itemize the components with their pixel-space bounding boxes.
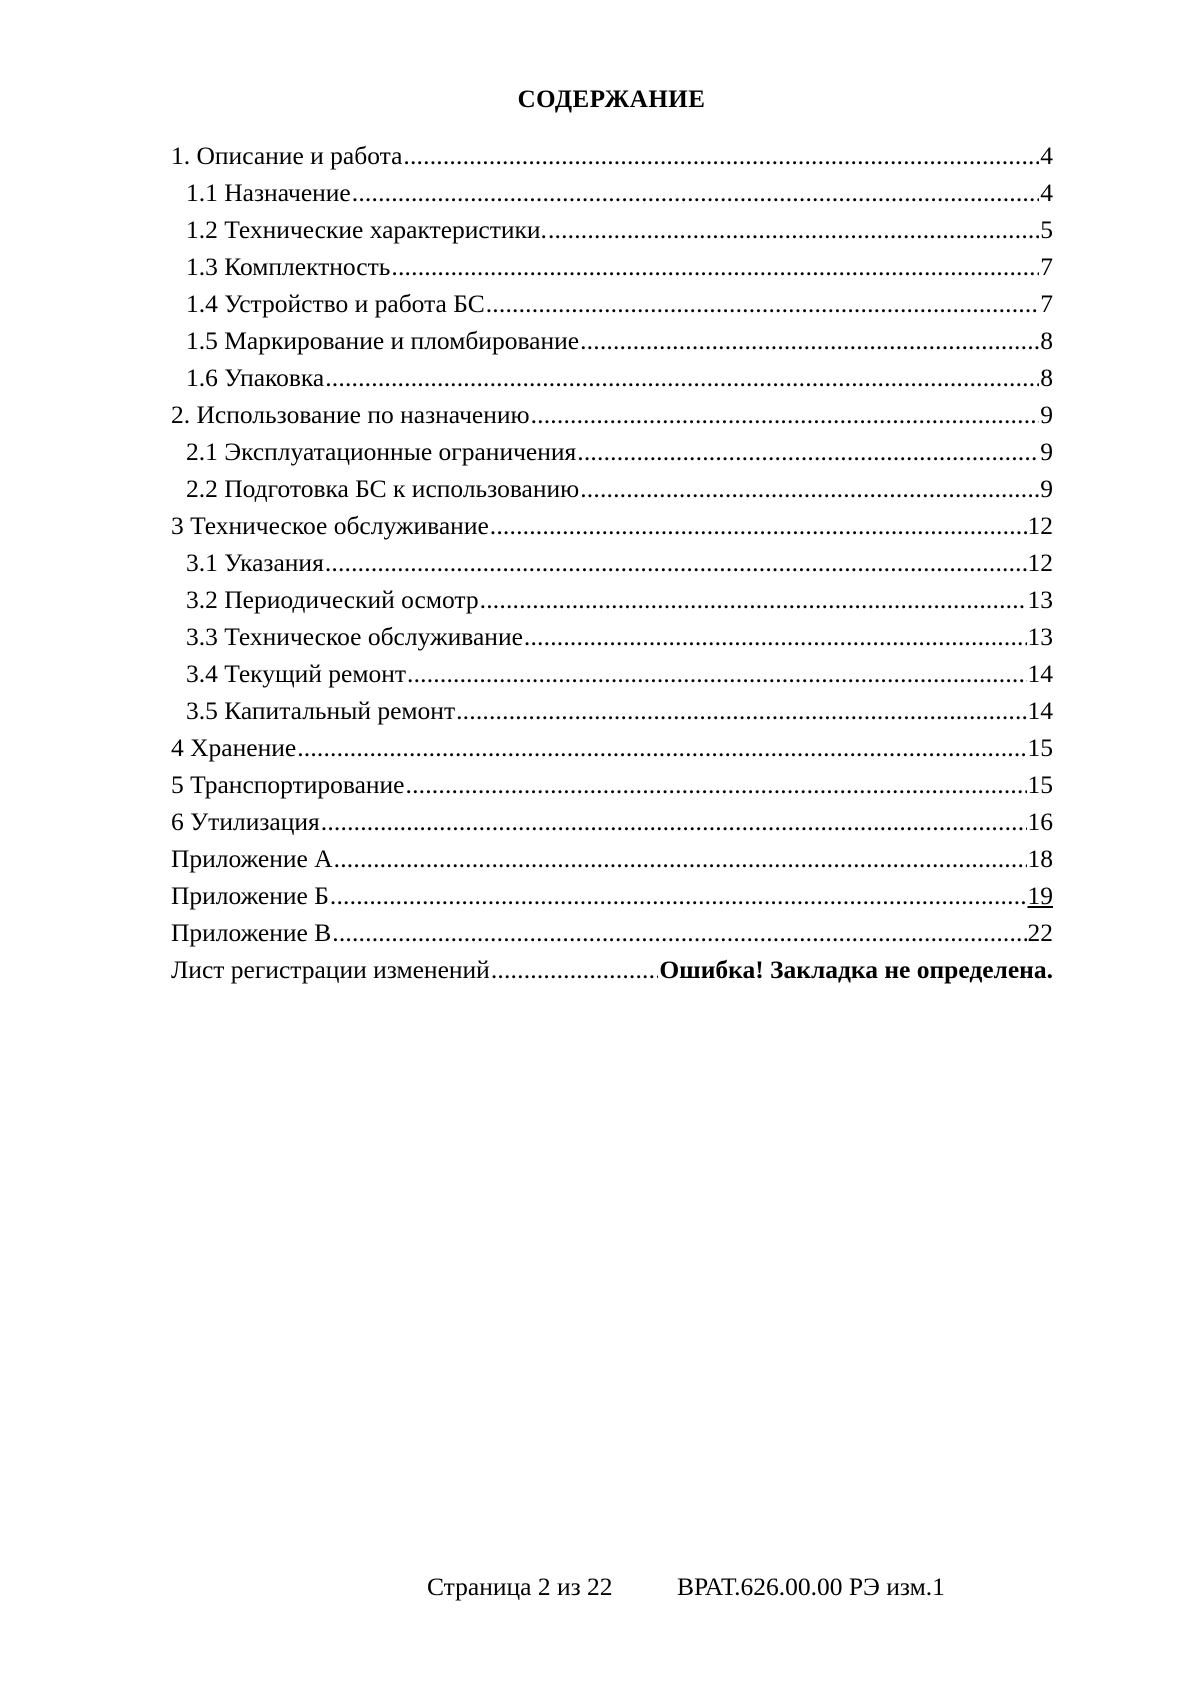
toc-dot-leader (297, 729, 1026, 766)
toc-entry-error-text: Ошибка! Закладка не определена. (659, 955, 1053, 984)
toc-dot-leader (407, 655, 1027, 692)
toc-entry-page: 9 (1040, 437, 1053, 466)
page-title: СОДЕРЖАНИЕ (517, 86, 706, 113)
toc-entry[interactable] (171, 507, 1053, 544)
toc-entry[interactable] (171, 951, 1053, 988)
toc-dot-leader (321, 803, 1027, 840)
toc-entry[interactable] (171, 433, 1053, 470)
page-footer (427, 1572, 945, 1602)
toc-dot-leader (330, 877, 1027, 914)
toc-entry-page: 12 (1027, 548, 1053, 577)
toc-dot-leader (486, 285, 1040, 322)
table-of-contents (171, 137, 1053, 988)
toc-entry-page: 14 (1027, 659, 1053, 688)
toc-dot-leader (491, 951, 659, 988)
toc-entry[interactable] (171, 729, 1053, 766)
toc-entry[interactable] (171, 692, 1053, 729)
toc-dot-leader (456, 692, 1026, 729)
toc-entry-label: 1.6 Упаковка (186, 363, 325, 392)
toc-dot-leader (352, 174, 1039, 211)
toc-entry-page: 15 (1027, 770, 1053, 799)
toc-entry-label: Приложение А (171, 844, 333, 873)
toc-entry-label: 3.3 Техническое обслуживание (186, 622, 523, 651)
toc-entry-page: 13 (1027, 585, 1053, 614)
toc-entry[interactable] (171, 655, 1053, 692)
toc-entry-label: Лист регистрации изменений (171, 955, 490, 984)
toc-entry-page: 8 (1040, 326, 1053, 355)
toc-entry-page-link[interactable]: 19 (1027, 881, 1053, 910)
toc-dot-leader (548, 211, 1039, 248)
toc-entry-label: Приложение Б (171, 881, 329, 910)
toc-entry[interactable] (171, 285, 1053, 322)
toc-dot-leader (531, 396, 1040, 433)
toc-entry[interactable] (171, 396, 1053, 433)
toc-entry-label: 6 Утилизация (171, 807, 320, 836)
toc-entry-page: 14 (1027, 696, 1053, 725)
toc-entry-label: 1.5 Маркирование и пломбирование (186, 326, 580, 355)
toc-entry-label: 3.2 Периодический осмотр (186, 585, 479, 614)
toc-entry-page: 4 (1040, 141, 1053, 170)
toc-entry[interactable] (171, 470, 1053, 507)
toc-entry-label: 2.2 Подготовка БС к использованию (186, 474, 580, 503)
toc-dot-leader (403, 137, 1039, 174)
toc-dot-leader (391, 248, 1039, 285)
toc-entry[interactable] (171, 211, 1053, 248)
toc-dot-leader (577, 433, 1039, 470)
toc-dot-leader (406, 766, 1027, 803)
toc-entry-page: 8 (1040, 363, 1053, 392)
toc-entry-label: 2. Использование по назначению (171, 400, 530, 429)
toc-dot-leader (334, 840, 1027, 877)
toc-entry[interactable] (171, 914, 1053, 951)
toc-entry[interactable] (171, 840, 1053, 877)
toc-entry-label: 3.1 Указания (186, 548, 324, 577)
toc-dot-leader (524, 618, 1027, 655)
toc-entry-page: 9 (1040, 474, 1053, 503)
toc-dot-leader (332, 914, 1026, 951)
toc-entry-page: 15 (1027, 733, 1053, 762)
toc-entry-label: 1.3 Комплектность (186, 252, 391, 281)
toc-entry-label: 4 Хранение (171, 733, 297, 762)
toc-entry-label: 5 Транспортирование (171, 770, 405, 799)
toc-dot-leader (325, 359, 1039, 396)
toc-entry-page: 4 (1040, 178, 1053, 207)
toc-entry-page: 16 (1027, 807, 1053, 836)
toc-entry[interactable] (171, 544, 1053, 581)
toc-entry[interactable] (171, 137, 1053, 174)
toc-entry-page: 12 (1027, 511, 1053, 540)
toc-entry[interactable] (171, 766, 1053, 803)
toc-entry-label: 3 Техническое обслуживание (171, 511, 489, 540)
toc-entry[interactable] (171, 581, 1053, 618)
toc-entry-label: 2.1 Эксплуатационные ограничения (186, 437, 577, 466)
toc-entry-page: 7 (1040, 252, 1053, 281)
toc-dot-leader (490, 507, 1027, 544)
toc-dot-leader (580, 470, 1039, 507)
toc-entry-label: 1.4 Устройство и работа БС (186, 289, 485, 318)
toc-entry-label: 1. Описание и работа (171, 141, 403, 170)
toc-entry[interactable] (171, 359, 1053, 396)
toc-entry[interactable] (171, 248, 1053, 285)
toc-entry[interactable] (171, 618, 1053, 655)
toc-entry-page: 5 (1040, 215, 1053, 244)
document-code: ВРАТ.626.00.00 РЭ изм.1 (676, 1572, 945, 1601)
toc-entry[interactable] (171, 174, 1053, 211)
toc-dot-leader (580, 322, 1039, 359)
toc-entry[interactable] (171, 803, 1053, 840)
page-number-info: Страница 2 из 22 (427, 1572, 613, 1601)
toc-entry-page: 22 (1027, 918, 1053, 947)
toc-entry[interactable] (171, 322, 1053, 359)
toc-dot-leader (325, 544, 1027, 581)
toc-entry-page: 7 (1040, 289, 1053, 318)
toc-entry-label: 1.1 Назначение (186, 178, 351, 207)
toc-entry-page: 18 (1027, 844, 1053, 873)
toc-entry-label: 1.2 Технические характеристики. (186, 215, 547, 244)
toc-entry-label: 3.5 Капитальный ремонт (186, 696, 456, 725)
toc-entry-label: 3.4 Текущий ремонт (186, 659, 406, 688)
toc-entry[interactable] (171, 877, 1053, 914)
toc-entry-label: Приложение В (171, 918, 332, 947)
toc-entry-page: 13 (1027, 622, 1053, 651)
toc-dot-leader (480, 581, 1027, 618)
toc-entry-page: 9 (1040, 400, 1053, 429)
